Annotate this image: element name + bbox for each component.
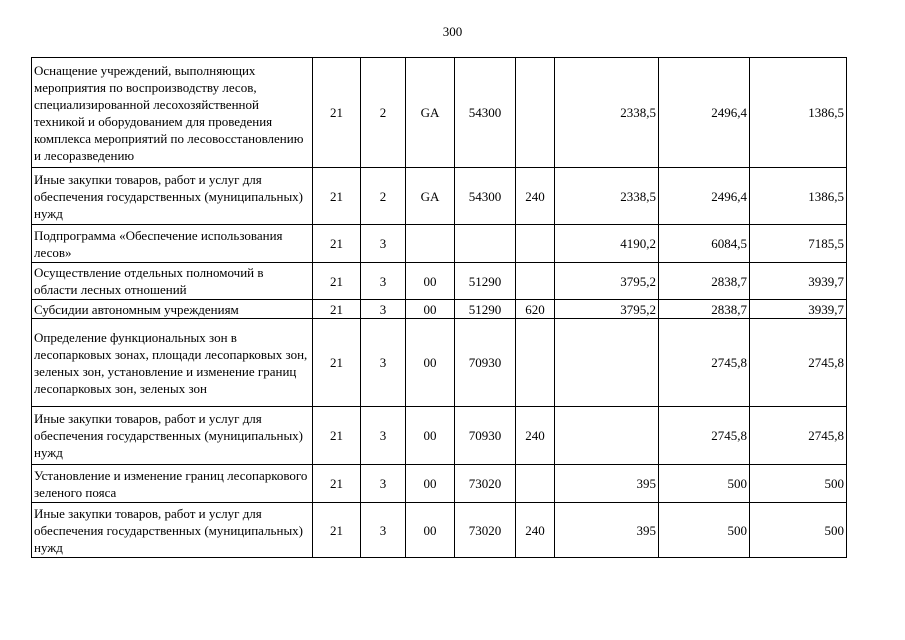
value-cell: 2745,8: [750, 407, 847, 465]
code-cell: 2: [361, 58, 406, 168]
value-cell: 3795,2: [555, 300, 659, 319]
code-cell: 21: [313, 407, 361, 465]
code-cell: 00: [406, 503, 455, 558]
value-cell: 6084,5: [659, 225, 750, 263]
code-cell: 3: [361, 300, 406, 319]
value-cell: 2745,8: [659, 319, 750, 407]
value-cell: 1386,5: [750, 58, 847, 168]
code-cell: [516, 319, 555, 407]
budget-table: [31, 57, 847, 558]
row-name-cell: Осуществление отдельных полномочий в области лесных отношений: [32, 263, 313, 300]
page-number: 300: [442, 24, 463, 39]
code-cell: 73020: [455, 465, 516, 503]
value-cell: 2838,7: [659, 300, 750, 319]
code-cell: 21: [313, 465, 361, 503]
value-cell: 395: [555, 465, 659, 503]
code-cell: 70930: [455, 319, 516, 407]
code-cell: 240: [516, 407, 555, 465]
table-row: [32, 465, 847, 503]
value-cell: 4190,2: [555, 225, 659, 263]
value-cell: 500: [750, 503, 847, 558]
code-cell: 54300: [455, 58, 516, 168]
code-cell: 21: [313, 168, 361, 225]
code-cell: 21: [313, 300, 361, 319]
code-cell: 21: [313, 319, 361, 407]
code-cell: 00: [406, 263, 455, 300]
code-cell: [406, 225, 455, 263]
code-cell: 21: [313, 263, 361, 300]
table-row: [32, 263, 847, 300]
row-name-cell: Установление и изменение границ лесопаркового зеленого пояса: [32, 465, 313, 503]
code-cell: [455, 225, 516, 263]
value-cell: 3939,7: [750, 300, 847, 319]
value-cell: 2745,8: [750, 319, 847, 407]
row-name-cell: Оснащение учреждений, выполняющих мероприятия по воспроизводству лесов, специализированной лесохозяйственной техникой и оборудованием для проведения комплекса мероприятий по лесовосстановлению и лесоразведению: [32, 58, 313, 168]
value-cell: 3939,7: [750, 263, 847, 300]
code-cell: 00: [406, 300, 455, 319]
code-cell: GA: [406, 168, 455, 225]
value-cell: 3795,2: [555, 263, 659, 300]
value-cell: 7185,5: [750, 225, 847, 263]
code-cell: 73020: [455, 503, 516, 558]
value-cell: [555, 407, 659, 465]
row-name-cell: Субсидии автономным учреждениям: [32, 300, 313, 319]
table-row: [32, 225, 847, 263]
code-cell: 51290: [455, 263, 516, 300]
value-cell: 2745,8: [659, 407, 750, 465]
row-name-cell: Иные закупки товаров, работ и услуг для обеспечения государственных (муниципальных) нужд: [32, 407, 313, 465]
value-cell: 1386,5: [750, 168, 847, 225]
code-cell: 00: [406, 319, 455, 407]
code-cell: 51290: [455, 300, 516, 319]
code-cell: 70930: [455, 407, 516, 465]
value-cell: [555, 319, 659, 407]
value-cell: 2496,4: [659, 58, 750, 168]
code-cell: 3: [361, 225, 406, 263]
value-cell: 2838,7: [659, 263, 750, 300]
value-cell: 395: [555, 503, 659, 558]
table-row: [32, 58, 847, 168]
table-row: [32, 503, 847, 558]
value-cell: 500: [659, 465, 750, 503]
code-cell: 240: [516, 168, 555, 225]
row-name-cell: Иные закупки товаров, работ и услуг для обеспечения государственных (муниципальных) нужд: [32, 168, 313, 225]
code-cell: 21: [313, 225, 361, 263]
table-row: [32, 300, 847, 319]
code-cell: 54300: [455, 168, 516, 225]
code-cell: 00: [406, 465, 455, 503]
code-cell: 3: [361, 407, 406, 465]
table-row: [32, 168, 847, 225]
value-cell: 2338,5: [555, 58, 659, 168]
code-cell: 21: [313, 58, 361, 168]
code-cell: 620: [516, 300, 555, 319]
code-cell: 3: [361, 319, 406, 407]
value-cell: 500: [750, 465, 847, 503]
row-name-cell: Иные закупки товаров, работ и услуг для обеспечения государственных (муниципальных) нужд: [32, 503, 313, 558]
code-cell: [516, 263, 555, 300]
code-cell: [516, 58, 555, 168]
code-cell: 00: [406, 407, 455, 465]
code-cell: 3: [361, 503, 406, 558]
code-cell: 2: [361, 168, 406, 225]
row-name-cell: Подпрограмма «Обеспечение использования лесов»: [32, 225, 313, 263]
table-row: [32, 319, 847, 407]
table-row: [32, 407, 847, 465]
code-cell: 3: [361, 465, 406, 503]
code-cell: [516, 465, 555, 503]
row-name-cell: Определение функциональных зон в лесопарковых зонах, площади лесопарковых зон, зеленых зон, установление и изменение границ лесопарковых зон, зеленых зон: [32, 319, 313, 407]
code-cell: 21: [313, 503, 361, 558]
value-cell: 500: [659, 503, 750, 558]
code-cell: 3: [361, 263, 406, 300]
code-cell: GA: [406, 58, 455, 168]
code-cell: [516, 225, 555, 263]
code-cell: 240: [516, 503, 555, 558]
value-cell: 2496,4: [659, 168, 750, 225]
value-cell: 2338,5: [555, 168, 659, 225]
